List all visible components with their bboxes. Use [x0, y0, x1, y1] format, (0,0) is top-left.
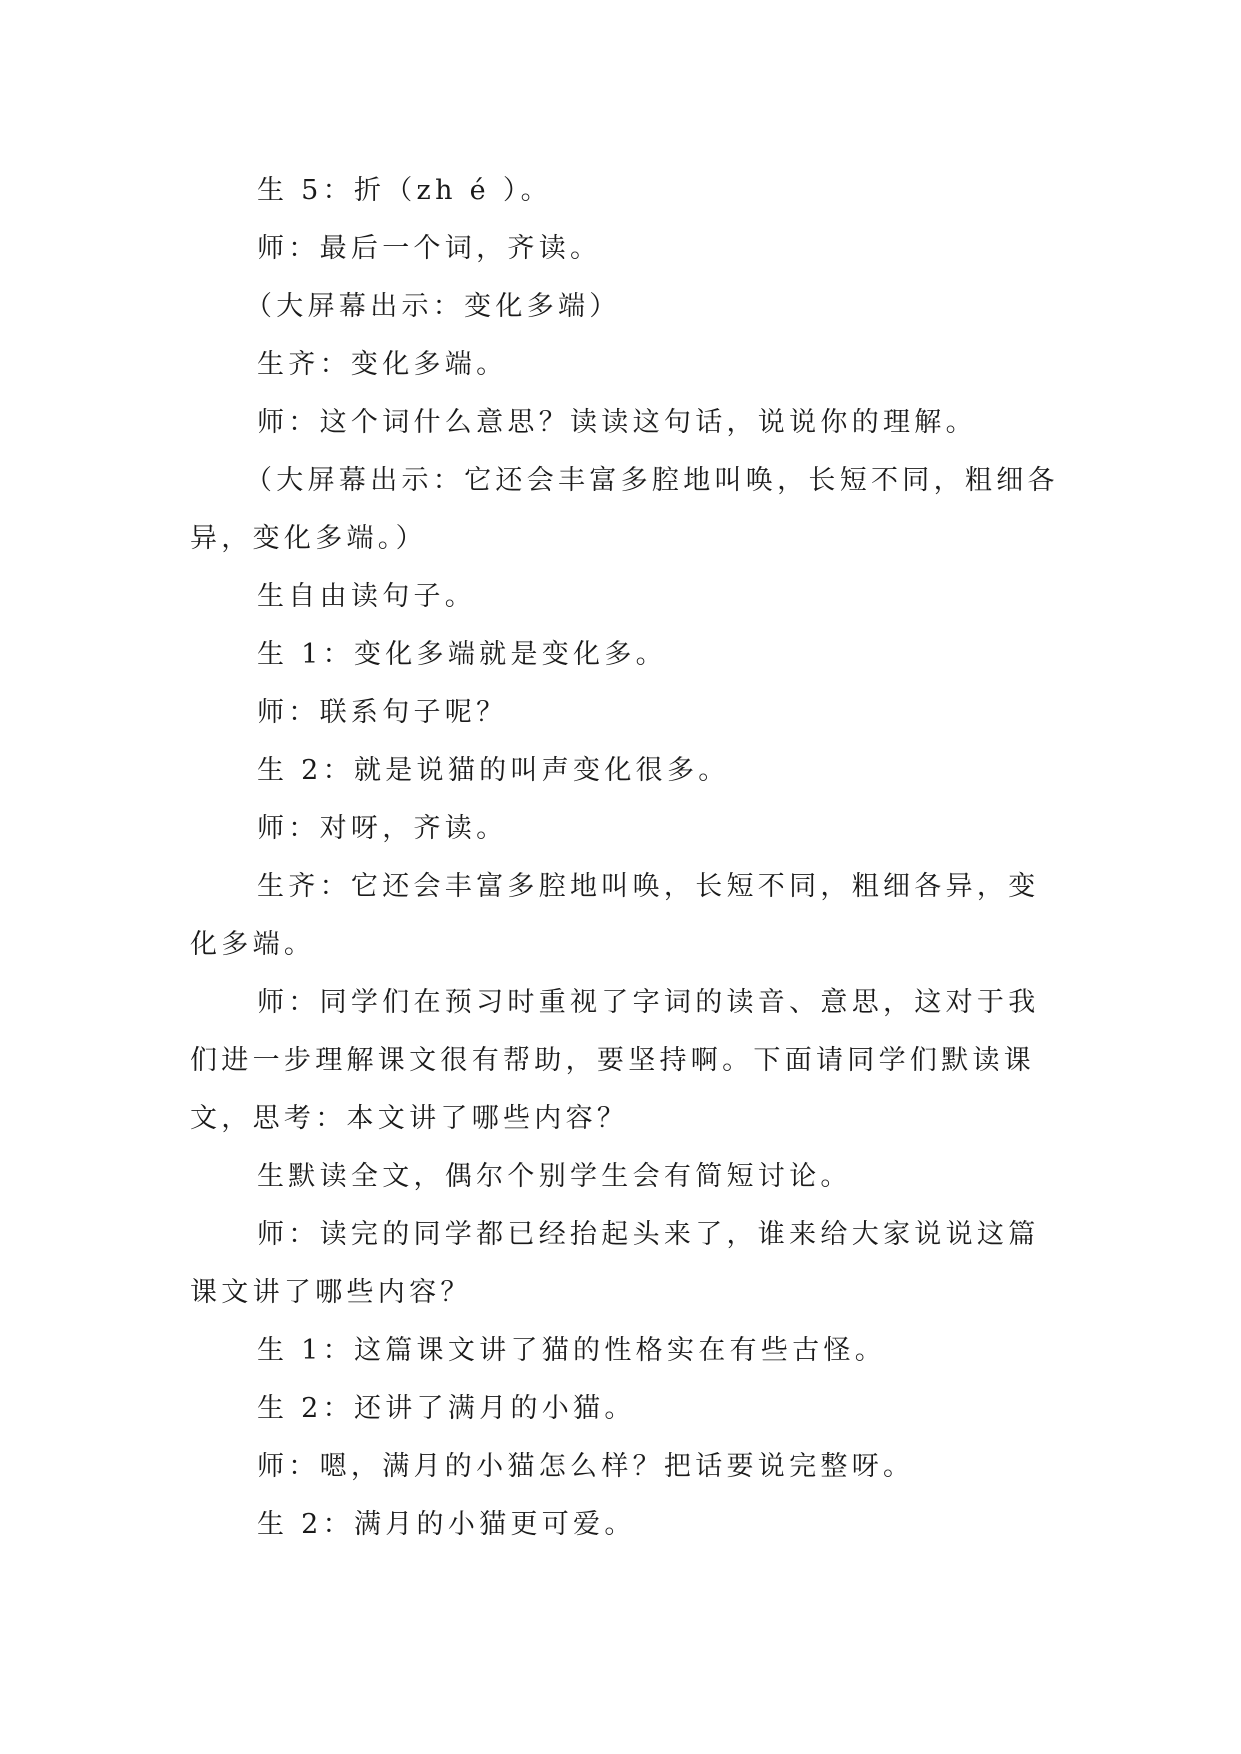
paragraph: 师：嗯，满月的小猫怎么样？把话要说完整呀。 [257, 1451, 915, 1482]
paragraph: 师：联系句子呢？ [257, 697, 508, 728]
paragraph: 生 2：就是说猫的叫声变化很多。 [257, 755, 730, 786]
paragraph: 生 1：这篇课文讲了猫的性格实在有些古怪。 [257, 1335, 887, 1366]
paragraph: 生自由读句子。 [257, 581, 477, 612]
document-page [190, 162, 1070, 1554]
paragraph: 生齐：变化多端。 [257, 349, 508, 380]
paragraph: 生 2：还讲了满月的小猫。 [257, 1393, 636, 1424]
paragraph: （大屏幕出示：变化多端） [245, 291, 621, 322]
paragraph: 师：读完的同学都已经抬起头来了，谁来给大家说说这篇课文讲了哪些内容？ [190, 1219, 1040, 1308]
paragraph: 师：最后一个词，齐读。 [257, 233, 602, 264]
paragraph: 生齐：它还会丰富多腔地叫唤，长短不同，粗细各异，变化多端。 [190, 871, 1040, 960]
paragraph: 生默读全文，偶尔个别学生会有简短讨论。 [257, 1161, 852, 1192]
paragraph: 师：对呀，齐读。 [257, 813, 508, 844]
paragraph: 生 2：满月的小猫更可爱。 [257, 1509, 636, 1540]
paragraph: 生 5：折（zh é ）。 [257, 175, 552, 206]
paragraph: 师：同学们在预习时重视了字词的读音、意思，这对于我们进一步理解课文很有帮助，要坚持啊。下面请同学们默读课文，思考：本文讲了哪些内容？ [190, 987, 1040, 1134]
paragraph: 师：这个词什么意思？读读这句话，说说你的理解。 [257, 407, 977, 438]
paragraph: 生 1：变化多端就是变化多。 [257, 639, 667, 670]
paragraph: （大屏幕出示：它还会丰富多腔地叫唤，长短不同，粗细各异，变化多端。） [190, 465, 1059, 554]
